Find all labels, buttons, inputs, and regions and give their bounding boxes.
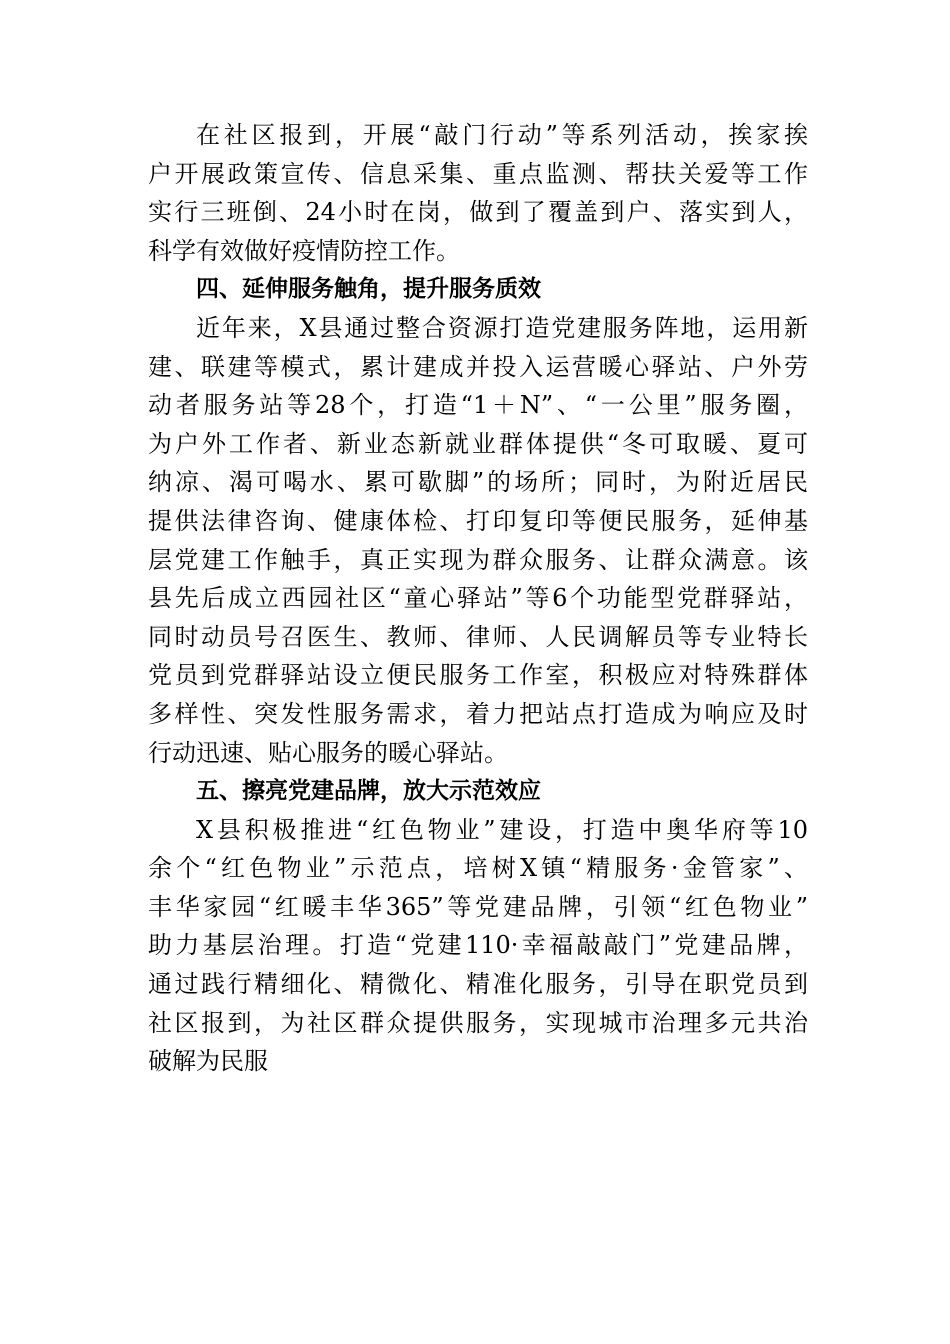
paragraph-line: 通过践行精细化、精微化、精准化服务，引导在职党员到 — [148, 970, 808, 999]
paragraph-line: X县积极推进“红色物业”建设，打造中奥华府等10 — [196, 815, 808, 844]
paragraph-line: 近年来，X县通过整合资源打造党建服务阵地，运用新 — [196, 313, 808, 342]
paragraph-line: 余个“红色物业”示范点，培树X镇“精服务·金管家”、 — [148, 854, 808, 883]
paragraph-line: 同时动员号召医生、教师、律师、人民调解员等专业特长 — [148, 622, 808, 651]
paragraph-line: 丰华家园“红暖丰华365”等党建品牌，引领“红色物业” — [148, 892, 808, 921]
paragraph-line: 科学有效做好疫情防控工作。 — [148, 236, 460, 265]
document-page — [148, 116, 808, 1081]
paragraph-line: 助力基层治理。打造“党建110·幸福敲敲门”党建品牌， — [148, 931, 808, 960]
section-heading-4: 四、延伸服务触角，提升服务质效 — [196, 276, 541, 303]
paragraph-line: 社区报到，为社区群众提供服务，实现城市治理多元共治 — [148, 1008, 808, 1037]
paragraph-line: 县先后成立西园社区“童心驿站”等6个功能型党群驿站， — [148, 584, 808, 613]
paragraph-line: 破解为民服 — [148, 1047, 268, 1076]
paragraph-line: 为户外工作者、新业态新就业群体提供“冬可取暖、夏可 — [148, 429, 808, 458]
paragraph-line: 建、联建等模式，累计建成并投入运营暖心驿站、户外劳 — [148, 352, 808, 381]
paragraph-line: 纳凉、渴可喝水、累可歇脚”的场所；同时，为附近居民 — [148, 468, 808, 497]
section-heading-5: 五、擦亮党建品牌，放大示范效应 — [196, 778, 541, 805]
paragraph-line: 户开展政策宣传、信息采集、重点监测、帮扶关爱等工作 — [148, 159, 808, 188]
paragraph-line: 动者服务站等28个，打造“1＋N”、“一公里”服务圈， — [148, 391, 808, 420]
paragraph-line: 党员到党群驿站设立便民服务工作室，积极应对特殊群体 — [148, 661, 808, 690]
paragraph-line: 实行三班倒、24小时在岗，做到了覆盖到户、落实到人， — [148, 198, 808, 227]
paragraph-line: 提供法律咨询、健康体检、打印复印等便民服务，延伸基 — [148, 506, 808, 535]
paragraph-line: 层党建工作触手，真正实现为群众服务、让群众满意。该 — [148, 545, 808, 574]
paragraph-line: 行动迅速、贴心服务的暖心驿站。 — [148, 738, 508, 767]
paragraph-line: 在社区报到，开展“敲门行动”等系列活动，挨家挨 — [196, 121, 808, 149]
paragraph-line: 多样性、突发性服务需求，着力把站点打造成为响应及时 — [148, 699, 808, 728]
